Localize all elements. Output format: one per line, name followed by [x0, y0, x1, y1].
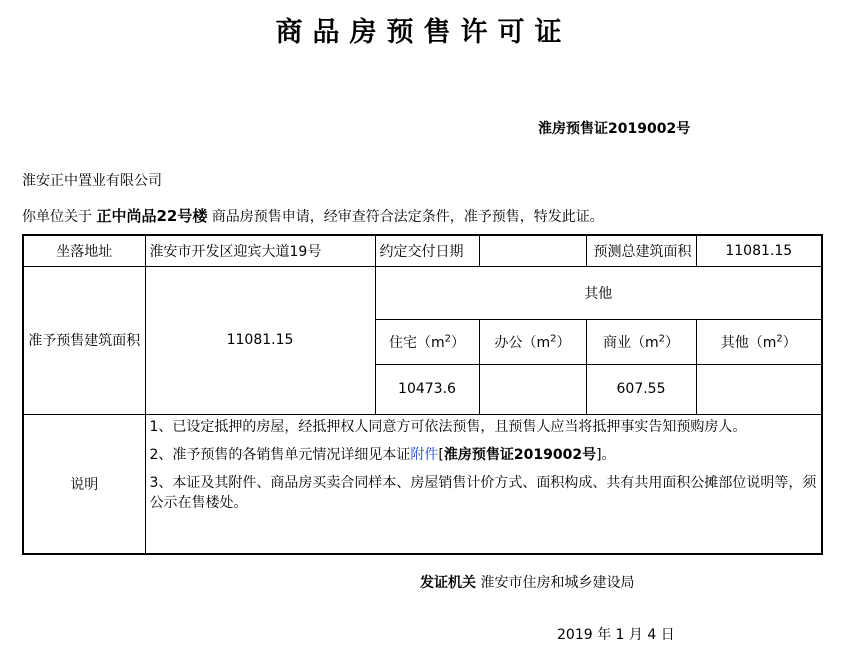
issuer	[420, 572, 634, 592]
issuer-name: 淮安市住房和城乡建设局	[480, 575, 635, 591]
table-row	[23, 414, 822, 554]
issue-date: 2019 年 1 月 4 日	[557, 627, 675, 643]
issuer-label: 发证机关	[420, 575, 476, 591]
note-3: 3、本证及其附件、商品房买卖合同样本、房屋销售计价方式、面积构成、共有共用面积公摊部位说明等，须公示在售楼处。	[149, 474, 817, 511]
other-header: 其他	[375, 266, 822, 319]
notes-label: 说明	[23, 414, 145, 554]
permit-table	[22, 234, 823, 555]
total-area-label: 预测总建筑面积	[586, 235, 696, 266]
residential-label: 住宅$(m^2)$	[375, 319, 479, 364]
others-label: 其他$(m^2)$	[696, 319, 822, 364]
permit-ref: 淮房预售证2019002号	[443, 446, 597, 463]
commercial-value: 607.55	[586, 364, 696, 414]
permit-number: 淮房预售证2019002号	[538, 121, 691, 137]
intro-suffix: 商品房预售申请，经审查符合法定条件，准予预售，特发此证。	[211, 209, 604, 225]
others-value	[696, 364, 822, 414]
attachment-link[interactable]: 附件	[410, 446, 439, 463]
project-name: 正中尚品22号楼	[96, 207, 208, 225]
office-value	[479, 364, 586, 414]
note-1: 1、已设定抵押的房屋，经抵押权人同意方可依法预售，且预售人应当将抵押事实告知预购房人。	[149, 418, 747, 435]
office-label: 办公$(m^2)$	[479, 319, 586, 364]
notes-content	[145, 414, 822, 554]
total-area-value: 11081.15	[696, 235, 822, 266]
table-row	[23, 235, 822, 266]
table-row	[23, 266, 822, 319]
presale-area-value: 11081.15	[145, 266, 375, 414]
intro-sentence	[22, 205, 604, 226]
note-2: 2、准予预售的各销售单元情况详细见本证附件[淮房预售证2019002号]。	[149, 446, 616, 463]
residential-value: 10473.6	[375, 364, 479, 414]
intro-prefix: 你单位关于	[22, 209, 92, 225]
delivery-date-value	[479, 235, 586, 266]
location-value: 淮安市开发区迎宾大道19号	[145, 235, 375, 266]
presale-area-label: 准予预售建筑面积	[23, 266, 145, 414]
commercial-label: 商业$(m^2)$	[586, 319, 696, 364]
delivery-date-label: 约定交付日期	[375, 235, 479, 266]
company-name: 淮安正中置业有限公司	[22, 173, 162, 189]
location-label: 坐落地址	[23, 235, 145, 266]
document-title: 商品房预售许可证	[275, 17, 572, 48]
